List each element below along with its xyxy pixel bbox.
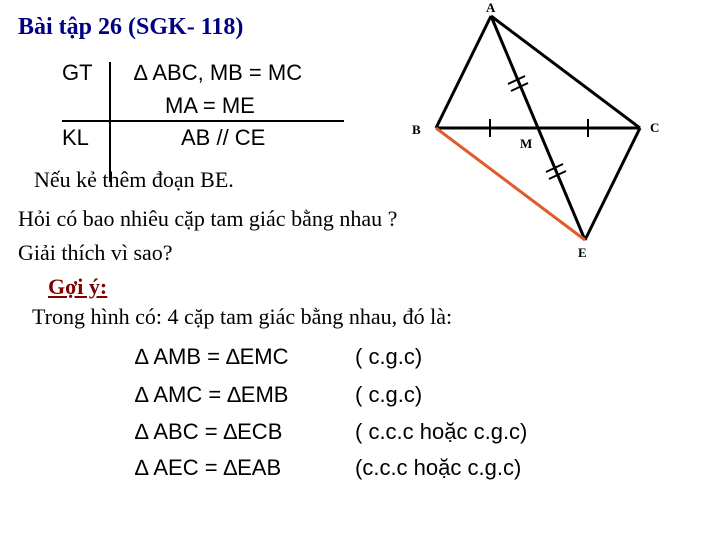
kl-conclusion: AB // CE	[181, 125, 266, 150]
gt-hypothesis-line1: ∆ ABC, MB = MC	[134, 60, 303, 85]
exercise-title: Bài tập 26 (SGK- 118)	[18, 14, 244, 40]
congruent-pair-2: ∆ AMC = ∆EMB	[135, 382, 289, 407]
vertex-label-a: A	[486, 0, 496, 15]
vertex-label-b: B	[412, 122, 421, 137]
congruent-pair-3-reason: ( c.c.c hoặc c.g.c)	[355, 419, 528, 444]
construction-note: Nếu kẻ thêm đoạn BE.	[34, 167, 234, 192]
congruent-pair-4: ∆ AEC = ∆EAB	[135, 455, 282, 480]
triangle-diagram	[400, 0, 690, 270]
gt-hypothesis-line2: MA = ME	[165, 93, 255, 118]
answer-intro: Trong hình có: 4 cặp tam giác bằng nhau, đó là:	[32, 304, 453, 329]
vertex-label-m: M	[520, 136, 533, 151]
congruent-pair-1: ∆ AMB = ∆EMC	[135, 344, 289, 369]
vertex-label-e: E	[578, 245, 587, 260]
congruent-pair-2-reason: ( c.g.c)	[355, 382, 423, 407]
congruent-pair-3: ∆ ABC = ∆ECB	[135, 419, 283, 444]
hint-label: Gợi ý:	[48, 274, 108, 299]
question-line2: Giải thích vì sao?	[18, 240, 173, 265]
question-line1: Hỏi có bao nhiêu cặp tam giác bằng nhau ?	[18, 206, 398, 231]
congruent-pair-4-reason: (c.c.c hoặc c.g.c)	[355, 455, 522, 480]
kl-label: KL	[62, 125, 89, 150]
vertex-label-c: C	[650, 120, 660, 135]
gt-label: GT	[62, 60, 93, 85]
table-vertical-divider	[109, 62, 111, 182]
segment-ab	[436, 16, 491, 128]
segment-ce	[585, 128, 640, 240]
congruent-pair-1-reason: ( c.g.c)	[355, 344, 423, 369]
table-horizontal-divider	[62, 120, 344, 122]
